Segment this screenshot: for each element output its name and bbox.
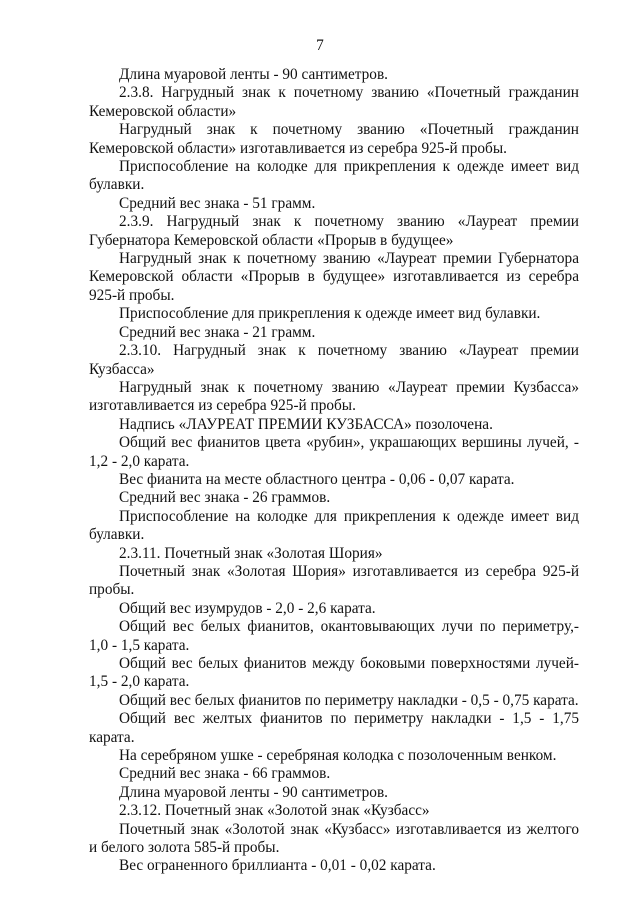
section-heading: 2.3.12. Почетный знак «Золотой знак «Кузбасс» [119,802,430,820]
paragraph: Средний вес знака - 51 грамм. [119,194,316,212]
paragraph: Общий вес желтых фианитов по периметру накладки - 1,5 - 1,75 карата. [89,710,579,746]
paragraph: Приспособление для прикрепления к одежде имеет вид булавки. [119,305,541,323]
body-text [89,66,579,876]
paragraph: Общий вес белых фианитов по периметру накладки - 0,5 - 0,75 карата. [119,691,579,709]
section-heading: 2.3.9. Нагрудный знак к почетному званию «Лауреат премии Губернатора Кемеровской области «Прорыв в будущее» [89,213,579,249]
paragraph: Почетный знак «Золотой знак «Кузбасс» изготавливается из желтого и белого золота 585-й пробы. [89,820,579,857]
paragraph: Нагрудный знак к почетному званию «Почетный гражданин Кемеровской области» изготавливается из серебра 925-й пробы. [89,121,579,157]
section-heading: 2.3.11. Почетный знак «Золотая Шория» [119,544,383,562]
paragraph: Приспособление на колодке для прикрепления к одежде имеет вид булавки. [89,158,579,194]
paragraph: Нагрудный знак к почетному званию «Лауреат премии Кузбасса» изготавливается из серебра 925-й пробы. [89,378,579,415]
paragraph: Общий вес белых фианитов между боковыми поверхностями лучей- 1,5 - 2,0 карата. [89,655,579,691]
paragraph: Общий вес изумрудов - 2,0 - 2,6 карата. [119,599,376,617]
paragraph: На серебряном ушке - серебряная колодка с позолоченным венком. [119,747,557,765]
paragraph: Нагрудный знак к почетному званию «Лауреат премии Губернатора Кемеровской области «Прорыв в будущее» изготавливается из серебра 925-й пробы. [89,250,579,304]
paragraph: Длина муаровой ленты - 90 сантиметров. [119,66,388,83]
paragraph: Длина муаровой ленты - 90 сантиметров. [119,783,388,801]
paragraph: Общий вес белых фианитов, окантовывающих лучи по периметру,- 1,0 - 1,5 карата. [89,618,579,654]
paragraph: Средний вес знака - 26 граммов. [119,489,331,507]
paragraph: Вес ограненного бриллианта - 0,01 - 0,02 карата. [119,857,436,875]
section-heading: 2.3.10. Нагрудный знак к почетному званию «Лауреат премии Кузбасса» [89,342,579,378]
paragraph: Почетный знак «Золотая Шория» изготавливается из серебра 925-й пробы. [89,562,579,599]
section-heading: 2.3.8. Нагрудный знак к почетному званию «Почетный гражданин Кемеровской области» [89,84,579,120]
page-number: 7 [316,37,324,54]
paragraph: Средний вес знака - 66 граммов. [119,765,331,783]
paragraph: Приспособление на колодке для прикрепления к одежде имеет вид булавки. [89,507,579,544]
paragraph: Вес фианита на месте областного центра - 0,06 - 0,07 карата. [119,470,515,488]
paragraph: Общий вес фианитов цвета «рубин», украшающих вершины лучей, - 1,2 - 2,0 карата. [89,434,579,470]
paragraph: Средний вес знака - 21 грамм. [119,323,316,341]
paragraph: Надпись «ЛАУРЕАТ ПРЕМИИ КУЗБАССА» позолочена. [119,415,493,433]
